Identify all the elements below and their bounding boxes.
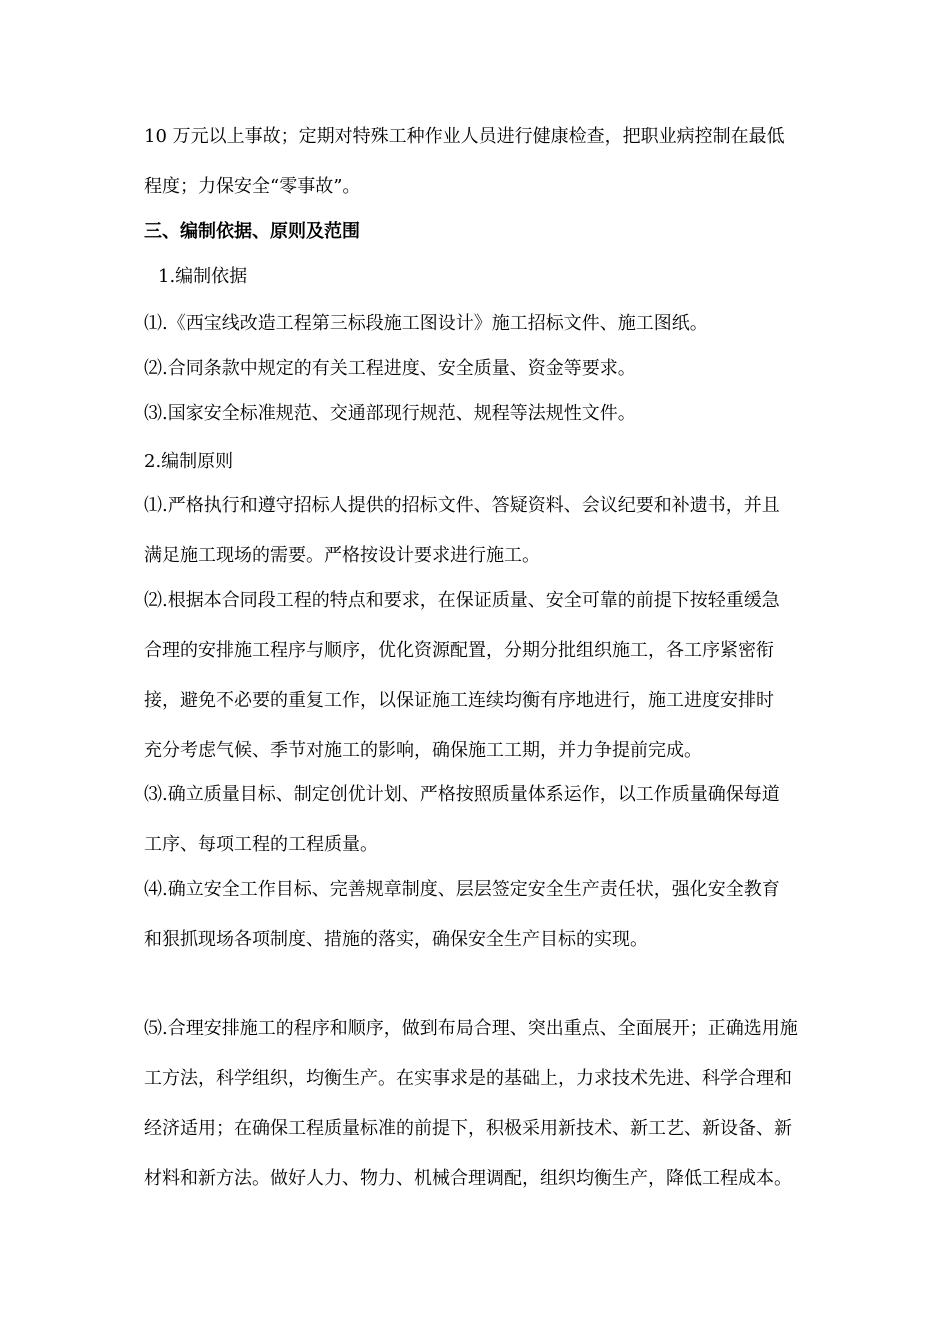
list-item: ⑵.合同条款中规定的有关工程进度、安全质量、资金等要求。 [144, 358, 636, 379]
paragraph-line: 程度；力保安全“零事故”。 [144, 176, 361, 197]
subsection-heading: 2.编制原则 [144, 451, 234, 472]
paragraph-line: ⑷.确立安全工作目标、完善规章制度、层层签定安全生产责任状，强化安全教育 [144, 879, 780, 900]
paragraph-line: 充分考虑气候、季节对施工的影响，确保施工工期，并力争提前完成。 [144, 740, 702, 761]
paragraph-line: ⑸.合理安排施工的程序和顺序，做到布局合理、突出重点、全面展开；正确选用施 [144, 1018, 798, 1039]
paragraph-line: 满足施工现场的需要。严格按设计要求进行施工。 [144, 545, 540, 566]
paragraph-line: 经济适用；在确保工程质量标准的前提下，积极采用新技术、新工艺、新设备、新 [144, 1118, 792, 1139]
paragraph-line: 接，避免不必要的重复工作，以保证施工连续均衡有序地进行，施工进度安排时 [144, 690, 774, 711]
paragraph-line: 10 万元以上事故；定期对特殊工种作业人员进行健康检查，把职业病控制在最低 [144, 126, 785, 147]
subsection-heading: 1.编制依据 [158, 266, 248, 287]
list-item: ⑴.《西宝线改造工程第三标段施工图设计》施工招标文件、施工图纸。 [144, 313, 708, 334]
paragraph-line: 工方法，科学组织，均衡生产。在实事求是的基础上，力求技术先进、科学合理和 [144, 1068, 792, 1089]
paragraph-line: ⑴.严格执行和遵守招标人提供的招标文件、答疑资料、会议纪要和补遗书，并且 [144, 495, 780, 516]
paragraph-line: ⑵.根据本合同段工程的特点和要求，在保证质量、安全可靠的前提下按轻重缓急 [144, 590, 780, 611]
list-item: ⑶.国家安全标准规范、交通部现行规范、规程等法规性文件。 [144, 403, 636, 424]
section-heading: 三、编制依据、原则及范围 [144, 221, 360, 242]
paragraph-line: 工序、每项工程的工程质量。 [144, 834, 378, 855]
paragraph-line: ⑶.确立质量目标、制定创优计划、严格按照质量体系运作，以工作质量确保每道 [144, 784, 780, 805]
paragraph-line: 合理的安排施工程序与顺序，优化资源配置，分期分批组织施工，各工序紧密衔 [144, 640, 774, 661]
paragraph-line: 和狠抓现场各项制度、措施的落实，确保安全生产目标的实现。 [144, 929, 648, 950]
paragraph-line: 材料和新方法。做好人力、物力、机械合理调配，组织均衡生产，降低工程成本。 [144, 1168, 792, 1189]
